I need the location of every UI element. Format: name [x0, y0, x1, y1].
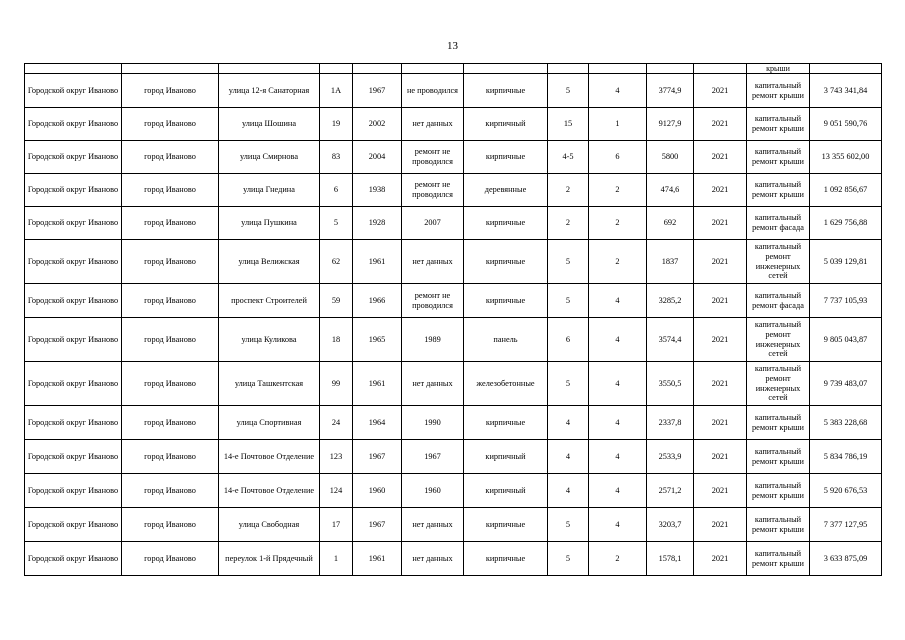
cell-cost: 5 383 228,68 [810, 406, 882, 440]
cell-entrances: 2 [589, 207, 647, 240]
cell-plan-year [694, 64, 747, 74]
cell-year: 2004 [353, 141, 402, 174]
cell-floors: 6 [548, 318, 589, 362]
cell-floors: 2 [548, 207, 589, 240]
cell-floors: 5 [548, 74, 589, 108]
cell-cost: 3 633 875,09 [810, 542, 882, 576]
cell-entrances [589, 64, 647, 74]
cell-street: улица Пушкина [219, 207, 320, 240]
cell-entrances: 4 [589, 362, 647, 406]
cell-area: 3574,4 [647, 318, 694, 362]
cell-cost: 5 920 676,53 [810, 474, 882, 508]
table-row [25, 542, 882, 576]
cell-work: капитальный ремонт крыши [747, 508, 810, 542]
cell-street: 14-е Почтовое Отделение [219, 440, 320, 474]
cell-floors: 5 [548, 284, 589, 318]
cell-district: Городской округ Иваново [25, 362, 122, 406]
cell-house: 17 [320, 508, 353, 542]
cell-city: город Иваново [122, 240, 219, 284]
cell-area: 2337,8 [647, 406, 694, 440]
table-row [25, 318, 882, 362]
cell-walls: кирпичные [464, 141, 548, 174]
cell-cost: 5 834 786,19 [810, 440, 882, 474]
cell-last-repair: нет данных [402, 240, 464, 284]
cell-floors: 5 [548, 240, 589, 284]
cell-year: 1964 [353, 406, 402, 440]
cell-district: Городской округ Иваново [25, 440, 122, 474]
cell-plan-year: 2021 [694, 207, 747, 240]
cell-floors: 4 [548, 406, 589, 440]
cell-last-repair [402, 64, 464, 74]
cell-district: Городской округ Иваново [25, 318, 122, 362]
cell-last-repair: ремонт не проводился [402, 141, 464, 174]
cell-last-repair: 1989 [402, 318, 464, 362]
cell-house: 18 [320, 318, 353, 362]
cell-last-repair: 2007 [402, 207, 464, 240]
cell-area: 3550,5 [647, 362, 694, 406]
cell-year: 1961 [353, 240, 402, 284]
cell-city: город Иваново [122, 207, 219, 240]
cell-street: улица Ташкентская [219, 362, 320, 406]
cell-floors [548, 64, 589, 74]
cell-entrances: 4 [589, 474, 647, 508]
cell-street: улица 12-я Санаторная [219, 74, 320, 108]
cell-entrances: 2 [589, 240, 647, 284]
cell-plan-year: 2021 [694, 240, 747, 284]
table-body [25, 64, 882, 576]
cell-cost: 13 355 602,00 [810, 141, 882, 174]
cell-city: город Иваново [122, 108, 219, 141]
cell-last-repair: нет данных [402, 508, 464, 542]
cell-street: улица Спортивная [219, 406, 320, 440]
cell-last-repair: нет данных [402, 108, 464, 141]
cell-cost: 9 739 483,07 [810, 362, 882, 406]
cell-district: Городской округ Иваново [25, 207, 122, 240]
buildings-repair-table [24, 63, 882, 576]
cell-area: 5800 [647, 141, 694, 174]
cell-walls: панель [464, 318, 548, 362]
cell-city: город Иваново [122, 542, 219, 576]
cell-year [353, 64, 402, 74]
cell-year: 1938 [353, 174, 402, 207]
cell-work: капитальный ремонт крыши [747, 74, 810, 108]
cell-entrances: 6 [589, 141, 647, 174]
cell-area: 3203,7 [647, 508, 694, 542]
cell-house: 62 [320, 240, 353, 284]
cell-work: капитальный ремонт крыши [747, 406, 810, 440]
cell-district: Городской округ Иваново [25, 542, 122, 576]
cell-city: город Иваново [122, 362, 219, 406]
cell-entrances: 2 [589, 174, 647, 207]
cell-year: 2002 [353, 108, 402, 141]
cell-house: 6 [320, 174, 353, 207]
cell-floors: 4-5 [548, 141, 589, 174]
cell-district: Городской округ Иваново [25, 141, 122, 174]
cell-city: город Иваново [122, 174, 219, 207]
cell-city: город Иваново [122, 406, 219, 440]
cell-plan-year: 2021 [694, 141, 747, 174]
cell-area: 474,6 [647, 174, 694, 207]
cell-area: 3285,2 [647, 284, 694, 318]
cell-work: капитальный ремонт фасада [747, 207, 810, 240]
cell-district: Городской округ Иваново [25, 508, 122, 542]
cell-district: Городской округ Иваново [25, 284, 122, 318]
cell-area: 9127,9 [647, 108, 694, 141]
cell-last-repair: 1967 [402, 440, 464, 474]
cell-floors: 2 [548, 174, 589, 207]
table-row [25, 108, 882, 141]
cell-last-repair: нет данных [402, 362, 464, 406]
cell-year: 1961 [353, 362, 402, 406]
cell-year: 1967 [353, 440, 402, 474]
cell-work: капитальный ремонт инженерных сетей [747, 318, 810, 362]
table-row [25, 508, 882, 542]
cell-city: город Иваново [122, 474, 219, 508]
cell-entrances: 4 [589, 318, 647, 362]
cell-street: улица Смирнова [219, 141, 320, 174]
cell-house: 83 [320, 141, 353, 174]
cell-street: улица Велижская [219, 240, 320, 284]
cell-house: 59 [320, 284, 353, 318]
cell-house: 123 [320, 440, 353, 474]
cell-work: капитальный ремонт крыши [747, 542, 810, 576]
cell-work: капитальный ремонт крыши [747, 141, 810, 174]
cell-year: 1928 [353, 207, 402, 240]
continued-row [25, 64, 882, 74]
cell-plan-year: 2021 [694, 440, 747, 474]
cell-floors: 5 [548, 508, 589, 542]
table-row [25, 141, 882, 174]
cell-street: улица Свободная [219, 508, 320, 542]
cell-district: Городской округ Иваново [25, 108, 122, 141]
cell-plan-year: 2021 [694, 406, 747, 440]
cell-house: 24 [320, 406, 353, 440]
cell-entrances: 1 [589, 108, 647, 141]
cell-floors: 4 [548, 474, 589, 508]
cell-last-repair: 1960 [402, 474, 464, 508]
cell-entrances: 4 [589, 74, 647, 108]
cell-walls: кирпичные [464, 284, 548, 318]
cell-walls: кирпичный [464, 474, 548, 508]
cell-walls: железобетонные [464, 362, 548, 406]
cell-walls: кирпичные [464, 74, 548, 108]
cell-city [122, 64, 219, 74]
table-row [25, 74, 882, 108]
cell-last-repair: 1990 [402, 406, 464, 440]
cell-house: 99 [320, 362, 353, 406]
cell-entrances: 4 [589, 508, 647, 542]
table-row [25, 440, 882, 474]
cell-street: проспект Строителей [219, 284, 320, 318]
table-row [25, 406, 882, 440]
cell-plan-year: 2021 [694, 474, 747, 508]
cell-plan-year: 2021 [694, 318, 747, 362]
cell-year: 1960 [353, 474, 402, 508]
cell-area: 692 [647, 207, 694, 240]
cell-street: 14-е Почтовое Отделение [219, 474, 320, 508]
cell-cost [810, 64, 882, 74]
cell-floors: 5 [548, 362, 589, 406]
cell-district: Городской округ Иваново [25, 240, 122, 284]
cell-house: 1 [320, 542, 353, 576]
cell-street: улица Куликова [219, 318, 320, 362]
cell-plan-year: 2021 [694, 74, 747, 108]
cell-city: город Иваново [122, 284, 219, 318]
page-number: 13 [447, 40, 458, 52]
cell-walls: кирпичный [464, 440, 548, 474]
table-row [25, 174, 882, 207]
cell-floors: 15 [548, 108, 589, 141]
cell-work: капитальный ремонт инженерных сетей [747, 362, 810, 406]
cell-house: 124 [320, 474, 353, 508]
cell-city: город Иваново [122, 440, 219, 474]
cell-floors: 4 [548, 440, 589, 474]
cell-city: город Иваново [122, 141, 219, 174]
cell-year: 1967 [353, 74, 402, 108]
table-row [25, 207, 882, 240]
cell-area: 2571,2 [647, 474, 694, 508]
cell-cost: 9 805 043,87 [810, 318, 882, 362]
cell-walls: кирпичные [464, 508, 548, 542]
cell-walls: кирпичные [464, 207, 548, 240]
cell-district: Городской округ Иваново [25, 74, 122, 108]
cell-area: 1578,1 [647, 542, 694, 576]
cell-cost: 3 743 341,84 [810, 74, 882, 108]
cell-entrances: 4 [589, 440, 647, 474]
cell-entrances: 4 [589, 284, 647, 318]
table-row [25, 362, 882, 406]
cell-walls: кирпичные [464, 406, 548, 440]
cell-cost: 5 039 129,81 [810, 240, 882, 284]
cell-district: Городской округ Иваново [25, 406, 122, 440]
cell-cost: 7 377 127,95 [810, 508, 882, 542]
cell-work: капитальный ремонт крыши [747, 108, 810, 141]
cell-house: 1А [320, 74, 353, 108]
cell-walls [464, 64, 548, 74]
cell-work: капитальный ремонт крыши [747, 174, 810, 207]
cell-plan-year: 2021 [694, 542, 747, 576]
cell-plan-year: 2021 [694, 508, 747, 542]
cell-area: 2533,9 [647, 440, 694, 474]
cell-district: Городской округ Иваново [25, 174, 122, 207]
cell-last-repair: ремонт не проводился [402, 174, 464, 207]
cell-cost: 7 737 105,93 [810, 284, 882, 318]
cell-entrances: 2 [589, 542, 647, 576]
cell-year: 1966 [353, 284, 402, 318]
cell-city: город Иваново [122, 318, 219, 362]
cell-house: 5 [320, 207, 353, 240]
cell-walls: кирпичный [464, 108, 548, 141]
cell-year: 1967 [353, 508, 402, 542]
cell-walls: деревянные [464, 174, 548, 207]
cell-work: капитальный ремонт крыши [747, 440, 810, 474]
cell-cost: 9 051 590,76 [810, 108, 882, 141]
cell-cost: 1 092 856,67 [810, 174, 882, 207]
cell-city: город Иваново [122, 74, 219, 108]
cell-plan-year: 2021 [694, 362, 747, 406]
cell-plan-year: 2021 [694, 284, 747, 318]
cell-street: переулок 1-й Прядечный [219, 542, 320, 576]
cell-city: город Иваново [122, 508, 219, 542]
cell-cost: 1 629 756,88 [810, 207, 882, 240]
cell-year: 1965 [353, 318, 402, 362]
cell-area: 3774,9 [647, 74, 694, 108]
cell-area [647, 64, 694, 74]
cell-house [320, 64, 353, 74]
cell-last-repair: ремонт не проводился [402, 284, 464, 318]
cell-walls: кирпичные [464, 240, 548, 284]
cell-work: капитальный ремонт инженерных сетей [747, 240, 810, 284]
cell-street [219, 64, 320, 74]
cell-house: 19 [320, 108, 353, 141]
cell-walls: кирпичные [464, 542, 548, 576]
cell-street: улица Шошина [219, 108, 320, 141]
cell-district [25, 64, 122, 74]
table-row [25, 240, 882, 284]
table-row [25, 474, 882, 508]
cell-work: капитальный ремонт фасада [747, 284, 810, 318]
cell-plan-year: 2021 [694, 108, 747, 141]
cell-year: 1961 [353, 542, 402, 576]
cell-work: капитальный ремонт крыши [747, 474, 810, 508]
cell-street: улица Гнедина [219, 174, 320, 207]
cell-entrances: 4 [589, 406, 647, 440]
cell-work: крыши [747, 64, 810, 74]
table-row [25, 284, 882, 318]
cell-plan-year: 2021 [694, 174, 747, 207]
cell-area: 1837 [647, 240, 694, 284]
cell-last-repair: нет данных [402, 542, 464, 576]
cell-last-repair: не проводился [402, 74, 464, 108]
cell-floors: 5 [548, 542, 589, 576]
cell-district: Городской округ Иваново [25, 474, 122, 508]
